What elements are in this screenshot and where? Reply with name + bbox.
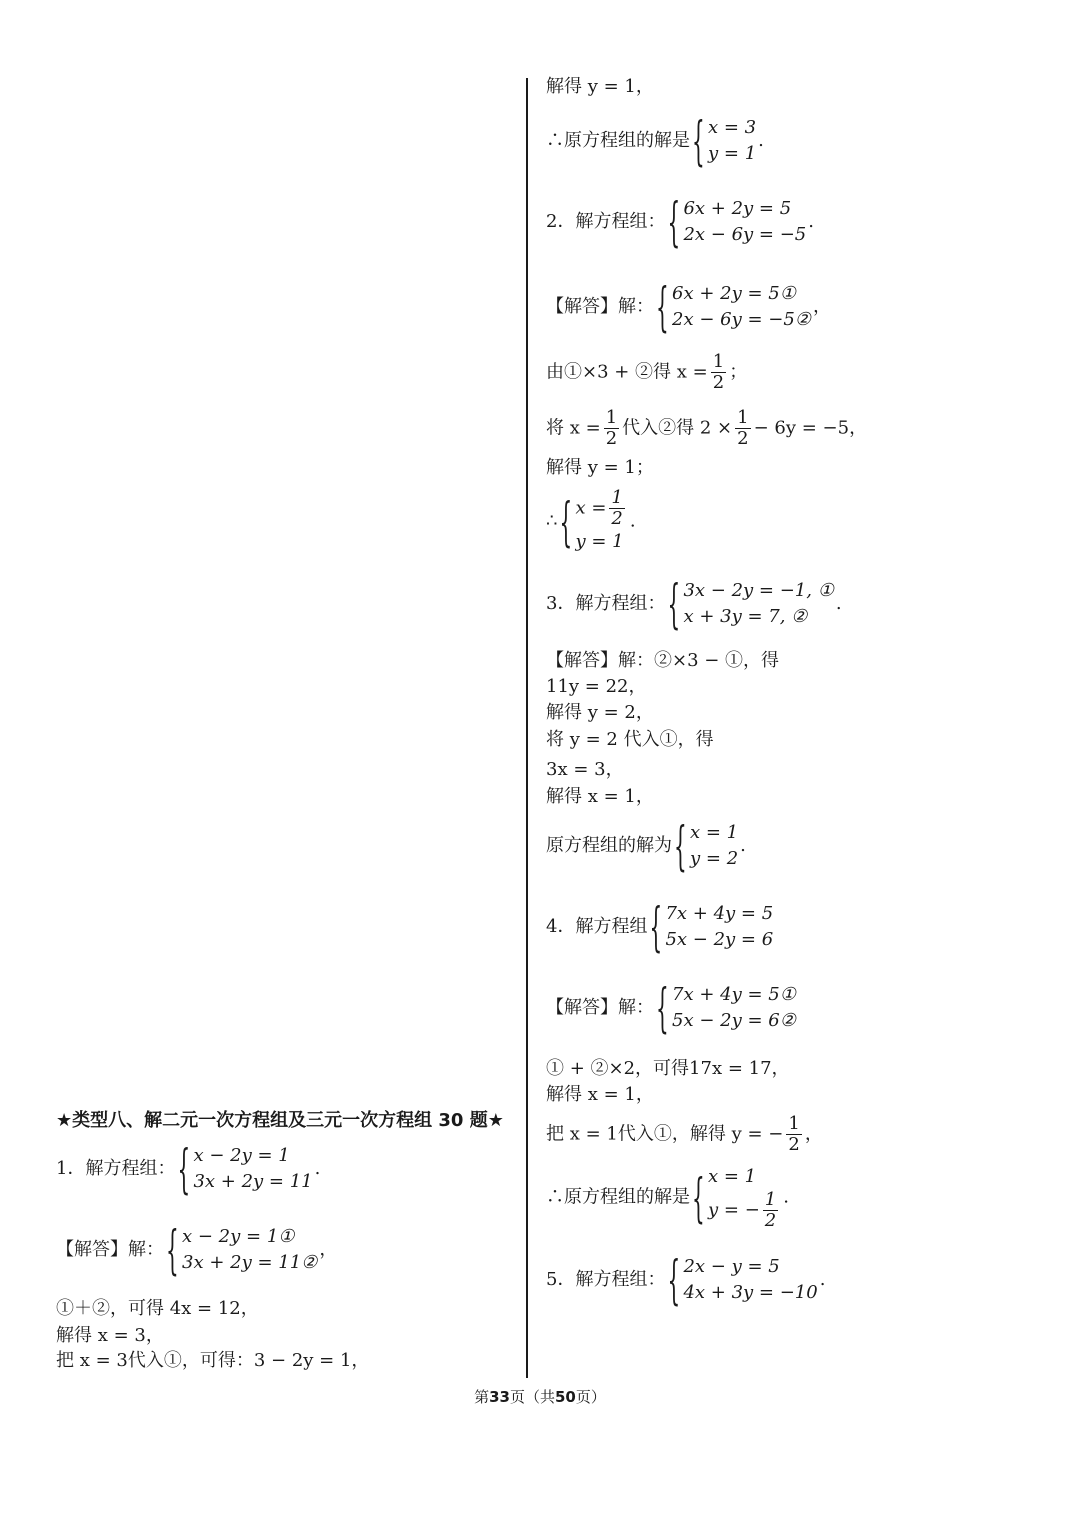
answer-2-step: 解得 y = 1； (546, 457, 654, 478)
equation-system: { x = 1 y = − $\frac{1}{2}$ (692, 1164, 781, 1231)
equation-system: { x − 2y = 1 3x + 2y = 11 (177, 1143, 312, 1195)
page-number: 33 (489, 1388, 510, 1406)
equation-system: { x − 2y = 1① 3x + 2y = 11② (166, 1224, 317, 1276)
equation-system: { x = $\frac{1}{2}$ y = 1 (559, 488, 627, 555)
equation-system: { 3x − 2y = −1, ① x + 3y = 7, ② (667, 578, 833, 630)
equation-system: { x = 1 y = 2 (674, 820, 738, 872)
question-3: 3．解方程组： { 3x − 2y = −1, ① x + 3y = 7, ② . (546, 578, 842, 630)
page-total: 50 (555, 1388, 576, 1406)
answer-3-step: 解得 x = 1， (546, 786, 654, 807)
answer-3-step: 将 y = 2 代入①，得 (546, 729, 714, 750)
answer-4-step: 解得 x = 1， (546, 1084, 654, 1105)
answer-2-result: ∴ { x = $\frac{1}{2}$ y = 1 . (546, 488, 636, 555)
answer-1-step: 解得 x = 3， (56, 1325, 164, 1346)
answer-2: 【解答】解： { 6x + 2y = 5① 2x − 6y = −5② ， (546, 281, 831, 333)
answer-1-step: 解得 y = 1， (546, 76, 654, 97)
answer-4-step: ① + ②×2，可得17x = 17， (546, 1058, 790, 1079)
fraction: $\frac{1}{2}$ (737, 407, 749, 449)
page-footer: 第33页（共50页） (474, 1388, 606, 1406)
answer-4: 【解答】解： { 7x + 4y = 5① 5x − 2y = 6② (546, 982, 798, 1034)
fraction: $\frac{1}{2}$ (712, 351, 725, 393)
answer-1: 【解答】解： { x − 2y = 1① 3x + 2y = 11② ， (56, 1224, 337, 1276)
answer-2-step: 由①×3 + ②得 x = $\frac{1}{2}$ ； (546, 351, 748, 393)
section-title: ★类型八、解二元一次方程组及三元一次方程组 30 题★ (56, 1110, 504, 1131)
equation-system: { 6x + 2y = 5① 2x − 6y = −5② (656, 281, 811, 333)
answer-3-step: 解得 y = 2， (546, 702, 654, 723)
answer-2-step: 将 x = $\frac{1}{2}$ 代入②得 2 × $\frac{1}{2}$ − 6y = −5， (546, 407, 868, 449)
answer-3-step: 11y = 22， (546, 676, 647, 697)
column-divider (526, 78, 528, 1378)
answer-3-step: 3x = 3， (546, 759, 624, 780)
equation-system: { 7x + 4y = 5① 5x − 2y = 6② (656, 982, 796, 1034)
answer-4-result: ∴原方程组的解是 { x = 1 y = − $\frac{1}{2}$ . (546, 1164, 789, 1231)
answer-3-step: 【解答】解：②×3 − ①，得 (546, 650, 780, 671)
question-1: 1．解方程组： { x − 2y = 1 3x + 2y = 11 . (56, 1143, 320, 1195)
answer-1-result: ∴原方程组的解是 { x = 3 y = 1 . (546, 115, 764, 167)
equation-system: { x = 3 y = 1 (692, 115, 756, 167)
question-5: 5．解方程组： { 2x − y = 5 4x + 3y = −10 . (546, 1254, 825, 1306)
fraction: $\frac{1}{2}$ (788, 1113, 800, 1155)
answer-4-step: 把 x = 1代入①，解得 y = − $\frac{1}{2}$ ， (546, 1113, 823, 1155)
fraction: $\frac{1}{2}$ (611, 487, 623, 529)
fraction: $\frac{1}{2}$ (764, 1189, 777, 1231)
equation-system: { 6x + 2y = 5 2x − 6y = −5 (667, 196, 806, 248)
question-2: 2．解方程组： { 6x + 2y = 5 2x − 6y = −5 . (546, 196, 814, 248)
answer-1-step: ①＋②，可得 4x = 12， (56, 1298, 259, 1319)
question-4: 4．解方程组 { 7x + 4y = 5 5x − 2y = 6 (546, 901, 775, 953)
answer-1-step: 把 x = 3代入①，可得：3 − 2y = 1， (56, 1350, 370, 1371)
equation-system: { 7x + 4y = 5 5x − 2y = 6 (649, 901, 773, 953)
fraction: $\frac{1}{2}$ (605, 407, 618, 449)
equation-system: { 2x − y = 5 4x + 3y = −10 (667, 1254, 817, 1306)
answer-3-result: 原方程组的解为 { x = 1 y = 2 . (546, 820, 746, 872)
